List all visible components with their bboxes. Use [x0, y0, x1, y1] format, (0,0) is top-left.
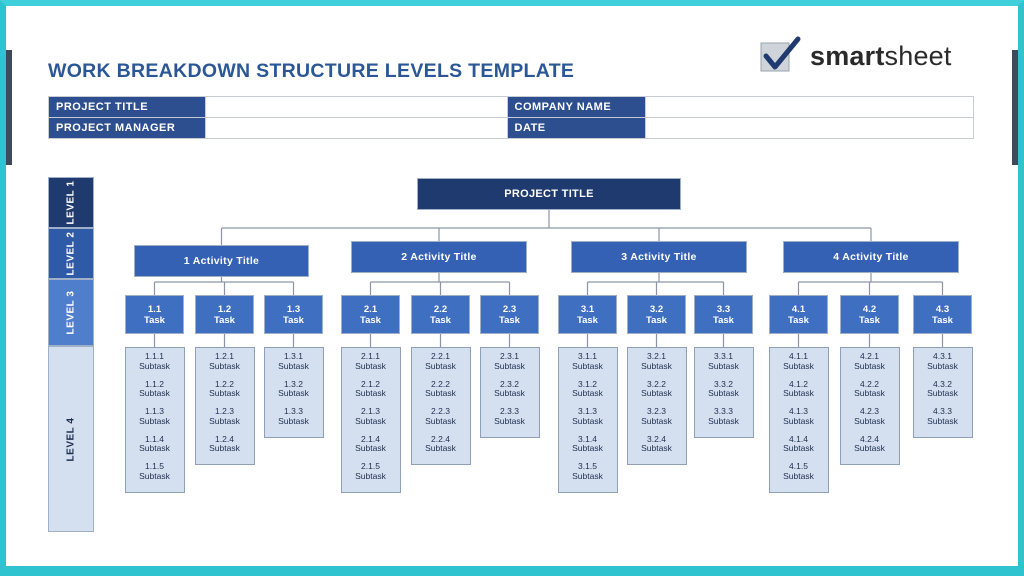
subtask-list — [125, 347, 185, 493]
subtask-label: Subtask — [927, 360, 958, 371]
subtask-list — [558, 347, 618, 493]
subtask-number: 3.3.1 — [714, 351, 733, 361]
subtask-label: Subtask — [494, 415, 525, 426]
subtask-item — [494, 380, 525, 408]
subtask-item — [927, 380, 958, 408]
subtask-label: Subtask — [494, 360, 525, 371]
subtask-label: Subtask — [641, 443, 672, 453]
subtask-item — [425, 407, 456, 435]
subtask-number: 1.3.1 — [284, 351, 303, 361]
subtask-number: 2.2.4 — [431, 433, 450, 444]
subtask-number: 2.2.2 — [431, 378, 450, 389]
subtask-label: Subtask — [854, 443, 885, 453]
brand-name-rest: sheet — [884, 40, 952, 71]
subtask-label: Subtask — [572, 415, 603, 426]
task-box — [411, 295, 470, 334]
subtask-number: 3.1.3 — [578, 406, 597, 416]
task-number: 3.1 — [580, 303, 595, 315]
task-number: 4.2 — [862, 303, 877, 315]
subtask-item — [854, 380, 885, 408]
task-label: Task — [144, 314, 165, 326]
subtask-label: Subtask — [572, 470, 603, 481]
subtask-number: 2.3.1 — [500, 351, 519, 361]
level-2-label: LEVEL 2 — [65, 231, 77, 276]
subtask-item — [425, 380, 456, 408]
subtask-number: 2.3.3 — [500, 406, 519, 416]
subtask-item — [494, 352, 525, 380]
task-number: 1.2 — [217, 303, 232, 315]
subtask-item — [783, 380, 814, 408]
project-manager-label: PROJECT MANAGER — [49, 118, 206, 139]
task-number: 2.3 — [502, 303, 517, 315]
subtask-label: Subtask — [209, 443, 240, 453]
subtask-item — [355, 352, 386, 380]
subtask-list — [694, 347, 754, 438]
subtask-number: 4.2.3 — [860, 406, 879, 416]
subtask-number: 4.3.2 — [933, 378, 952, 389]
task-number: 2.1 — [363, 303, 378, 315]
subtask-item — [139, 407, 170, 435]
subtask-list — [840, 347, 900, 465]
subtask-number: 2.1.2 — [361, 378, 380, 389]
subtask-label: Subtask — [854, 388, 885, 398]
task-box — [480, 295, 539, 334]
subtask-label: Subtask — [355, 443, 386, 453]
task-label: Task — [499, 314, 520, 326]
subtask-label: Subtask — [641, 360, 672, 371]
subtask-number: 4.2.1 — [860, 351, 879, 361]
subtask-item — [708, 407, 739, 435]
activity-box: 3 Activity Title — [571, 241, 747, 273]
subtask-label: Subtask — [278, 360, 309, 371]
company-name-label: COMPANY NAME — [507, 97, 646, 118]
task-box — [769, 295, 828, 334]
subtask-number: 3.2.4 — [647, 433, 666, 444]
subtask-label: Subtask — [708, 360, 739, 371]
task-label: Task — [859, 314, 880, 326]
task-label: Task — [788, 314, 809, 326]
task-label: Task — [932, 314, 953, 326]
subtask-label: Subtask — [278, 415, 309, 426]
subtask-label: Subtask — [278, 388, 309, 398]
subtask-list — [913, 347, 973, 438]
subtask-item — [927, 352, 958, 380]
subtask-item — [355, 407, 386, 435]
subtask-number: 3.1.4 — [578, 433, 597, 444]
subtask-list — [264, 347, 324, 438]
subtask-item — [783, 435, 814, 463]
subtask-list — [480, 347, 540, 438]
subtask-item — [572, 352, 603, 380]
subtask-label: Subtask — [783, 470, 814, 481]
subtask-item — [209, 380, 240, 408]
subtask-label: Subtask — [783, 415, 814, 426]
subtask-number: 2.2.3 — [431, 406, 450, 416]
subtask-item — [494, 407, 525, 435]
task-number: 4.1 — [791, 303, 806, 315]
task-number: 3.3 — [716, 303, 731, 315]
subtask-label: Subtask — [355, 470, 386, 481]
task-label: Task — [577, 314, 598, 326]
subtask-label: Subtask — [641, 415, 672, 426]
subtask-label: Subtask — [139, 470, 170, 481]
task-box — [627, 295, 686, 334]
subtask-label: Subtask — [927, 388, 958, 398]
task-number: 3.2 — [649, 303, 664, 315]
subtask-item — [854, 352, 885, 380]
subtask-number: 2.3.2 — [500, 378, 519, 389]
subtask-label: Subtask — [572, 443, 603, 453]
subtask-item — [355, 435, 386, 463]
subtask-label: Subtask — [355, 388, 386, 398]
subtask-number: 4.2.4 — [860, 433, 879, 444]
subtask-label: Subtask — [425, 443, 456, 453]
subtask-label: Subtask — [139, 443, 170, 453]
subtask-list — [195, 347, 255, 465]
subtask-item — [783, 462, 814, 490]
subtask-number: 3.1.2 — [578, 378, 597, 389]
activity-box: 4 Activity Title — [783, 241, 959, 273]
subtask-number: 4.1.5 — [789, 461, 808, 471]
subtask-number: 4.1.2 — [789, 378, 808, 389]
subtask-number: 4.2.2 — [860, 378, 879, 389]
level-4-label: LEVEL 4 — [65, 417, 77, 461]
task-box — [913, 295, 972, 334]
subtask-number: 4.3.3 — [933, 406, 952, 416]
subtask-item — [425, 435, 456, 463]
task-label: Task — [713, 314, 734, 326]
subtask-number: 3.2.3 — [647, 406, 666, 416]
brand-name-bold: smart — [810, 40, 885, 71]
subtask-number: 3.3.2 — [714, 378, 733, 389]
subtask-label: Subtask — [641, 388, 672, 398]
subtask-label: Subtask — [355, 360, 386, 371]
task-box — [264, 295, 323, 334]
subtask-label: Subtask — [783, 443, 814, 453]
subtask-label: Subtask — [139, 388, 170, 398]
subtask-item — [278, 407, 309, 435]
subtask-item — [927, 407, 958, 435]
subtask-label: Subtask — [708, 388, 739, 398]
subtask-label: Subtask — [783, 388, 814, 398]
subtask-number: 1.1.5 — [145, 461, 164, 471]
subtask-item — [708, 380, 739, 408]
task-box — [694, 295, 753, 334]
subtask-label: Subtask — [572, 388, 603, 398]
subtask-item — [854, 407, 885, 435]
task-box — [840, 295, 899, 334]
subtask-item — [572, 407, 603, 435]
task-box — [341, 295, 400, 334]
level-1-label: LEVEL 1 — [65, 180, 77, 225]
subtask-label: Subtask — [854, 360, 885, 371]
subtask-label: Subtask — [783, 360, 814, 371]
subtask-item — [139, 435, 170, 463]
subtask-item — [572, 435, 603, 463]
subtask-number: 1.2.1 — [215, 351, 234, 361]
subtask-number: 1.2.3 — [215, 406, 234, 416]
subtask-number: 2.2.1 — [431, 351, 450, 361]
root-project-title: PROJECT TITLE — [417, 178, 681, 210]
subtask-list — [341, 347, 401, 493]
task-number: 2.2 — [433, 303, 448, 315]
subtask-list — [627, 347, 687, 465]
subtask-number: 2.1.4 — [361, 433, 380, 444]
task-label: Task — [214, 314, 235, 326]
subtask-item — [783, 352, 814, 380]
subtask-number: 3.2.1 — [647, 351, 666, 361]
task-number: 1.3 — [286, 303, 301, 315]
task-box — [125, 295, 184, 334]
subtask-item — [355, 462, 386, 490]
subtask-number: 1.1.2 — [145, 378, 164, 389]
subtask-number: 4.1.4 — [789, 433, 808, 444]
subtask-label: Subtask — [425, 415, 456, 426]
subtask-item — [209, 352, 240, 380]
subtask-item — [209, 407, 240, 435]
subtask-number: 4.1.3 — [789, 406, 808, 416]
subtask-item — [708, 352, 739, 380]
subtask-label: Subtask — [425, 360, 456, 371]
subtask-item — [425, 352, 456, 380]
subtask-item — [355, 380, 386, 408]
subtask-number: 1.3.3 — [284, 406, 303, 416]
subtask-number: 3.3.3 — [714, 406, 733, 416]
subtask-number: 4.1.1 — [789, 351, 808, 361]
subtask-number: 1.2.2 — [215, 378, 234, 389]
task-number: 1.1 — [147, 303, 162, 315]
subtask-item — [209, 435, 240, 463]
subtask-label: Subtask — [708, 415, 739, 426]
subtask-label: Subtask — [572, 360, 603, 371]
subtask-label: Subtask — [425, 388, 456, 398]
subtask-number: 3.1.1 — [578, 351, 597, 361]
page-title: WORK BREAKDOWN STRUCTURE LEVELS TEMPLATE — [48, 60, 575, 82]
subtask-label: Subtask — [139, 415, 170, 426]
subtask-item — [139, 380, 170, 408]
subtask-label: Subtask — [355, 415, 386, 426]
task-label: Task — [360, 314, 381, 326]
subtask-item — [572, 462, 603, 490]
subtask-number: 3.2.2 — [647, 378, 666, 389]
subtask-list — [769, 347, 829, 493]
subtask-item — [278, 352, 309, 380]
subtask-item — [641, 352, 672, 380]
activity-box: 2 Activity Title — [351, 241, 527, 273]
project-title-label: PROJECT TITLE — [49, 97, 206, 118]
level-3-label: LEVEL 3 — [65, 290, 77, 335]
subtask-number: 1.1.1 — [145, 351, 164, 361]
subtask-item — [641, 380, 672, 408]
subtask-number: 2.1.3 — [361, 406, 380, 416]
subtask-number: 1.2.4 — [215, 433, 234, 444]
subtask-label: Subtask — [854, 415, 885, 426]
subtask-item — [278, 380, 309, 408]
task-box — [558, 295, 617, 334]
subtask-label: Subtask — [494, 388, 525, 398]
subtask-label: Subtask — [209, 360, 240, 371]
subtask-label: Subtask — [209, 415, 240, 426]
subtask-number: 4.3.1 — [933, 351, 952, 361]
date-label: DATE — [507, 118, 646, 139]
subtask-number: 2.1.5 — [361, 461, 380, 471]
subtask-label: Subtask — [139, 360, 170, 371]
subtask-list — [411, 347, 471, 465]
subtask-label: Subtask — [209, 388, 240, 398]
subtask-item — [854, 435, 885, 463]
subtask-number: 1.3.2 — [284, 378, 303, 389]
subtask-item — [783, 407, 814, 435]
subtask-number: 1.1.3 — [145, 406, 164, 416]
subtask-item — [139, 462, 170, 490]
subtask-number: 3.1.5 — [578, 461, 597, 471]
subtask-number: 1.1.4 — [145, 433, 164, 444]
task-label: Task — [283, 314, 304, 326]
activity-box: 1 Activity Title — [134, 245, 309, 277]
task-label: Task — [646, 314, 667, 326]
subtask-item — [641, 435, 672, 463]
task-number: 4.3 — [935, 303, 950, 315]
subtask-item — [641, 407, 672, 435]
task-box — [195, 295, 254, 334]
task-label: Task — [430, 314, 451, 326]
subtask-item — [139, 352, 170, 380]
subtask-label: Subtask — [927, 415, 958, 426]
subtask-item — [572, 380, 603, 408]
subtask-number: 2.1.1 — [361, 351, 380, 361]
